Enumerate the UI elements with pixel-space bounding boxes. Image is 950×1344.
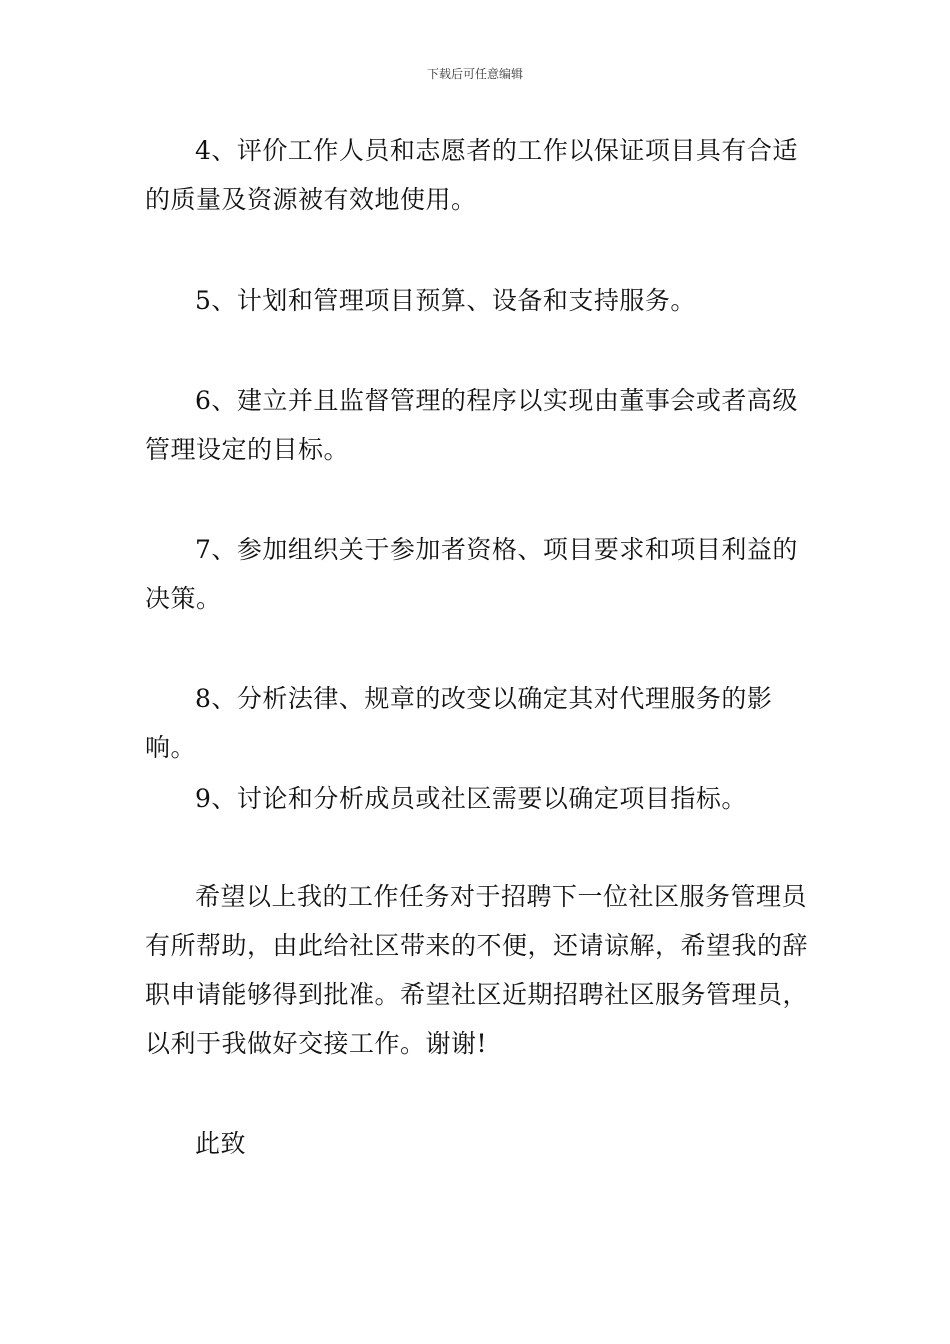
paragraph-item-5: 5、计划和管理项目预算、设备和支持服务。	[195, 286, 696, 315]
page-header-note: 下载后可任意编辑	[426, 67, 523, 81]
paragraph-item-6: 6、建立并且监督管理的程序以实现由董事会或者高级管理设定的目标。	[145, 386, 798, 464]
salutation: 此致	[195, 1129, 247, 1158]
paragraph-item-9: 9、讨论和分析成员或社区需要以确定项目指标。	[195, 784, 747, 813]
paragraph-item-8: 8、分析法律、规章的改变以确定其对代理服务的影响。	[145, 684, 773, 762]
paragraph-item-7: 7、参加组织关于参加者资格、项目要求和项目利益的决策。	[145, 535, 798, 613]
paragraph-item-4: 4、评价工作人员和志愿者的工作以保证项目具有合适的质量及资源被有效地使用。	[145, 136, 798, 214]
closing-paragraph: 希望以上我的工作任务对于招聘下一位社区服务管理员有所帮助，由此给社区带来的不便，还请谅解，希望我的辞职申请能够得到批准。希望社区近期招聘社区服务管理员，以利于我做好交接工作。谢谢!	[145, 882, 809, 1058]
